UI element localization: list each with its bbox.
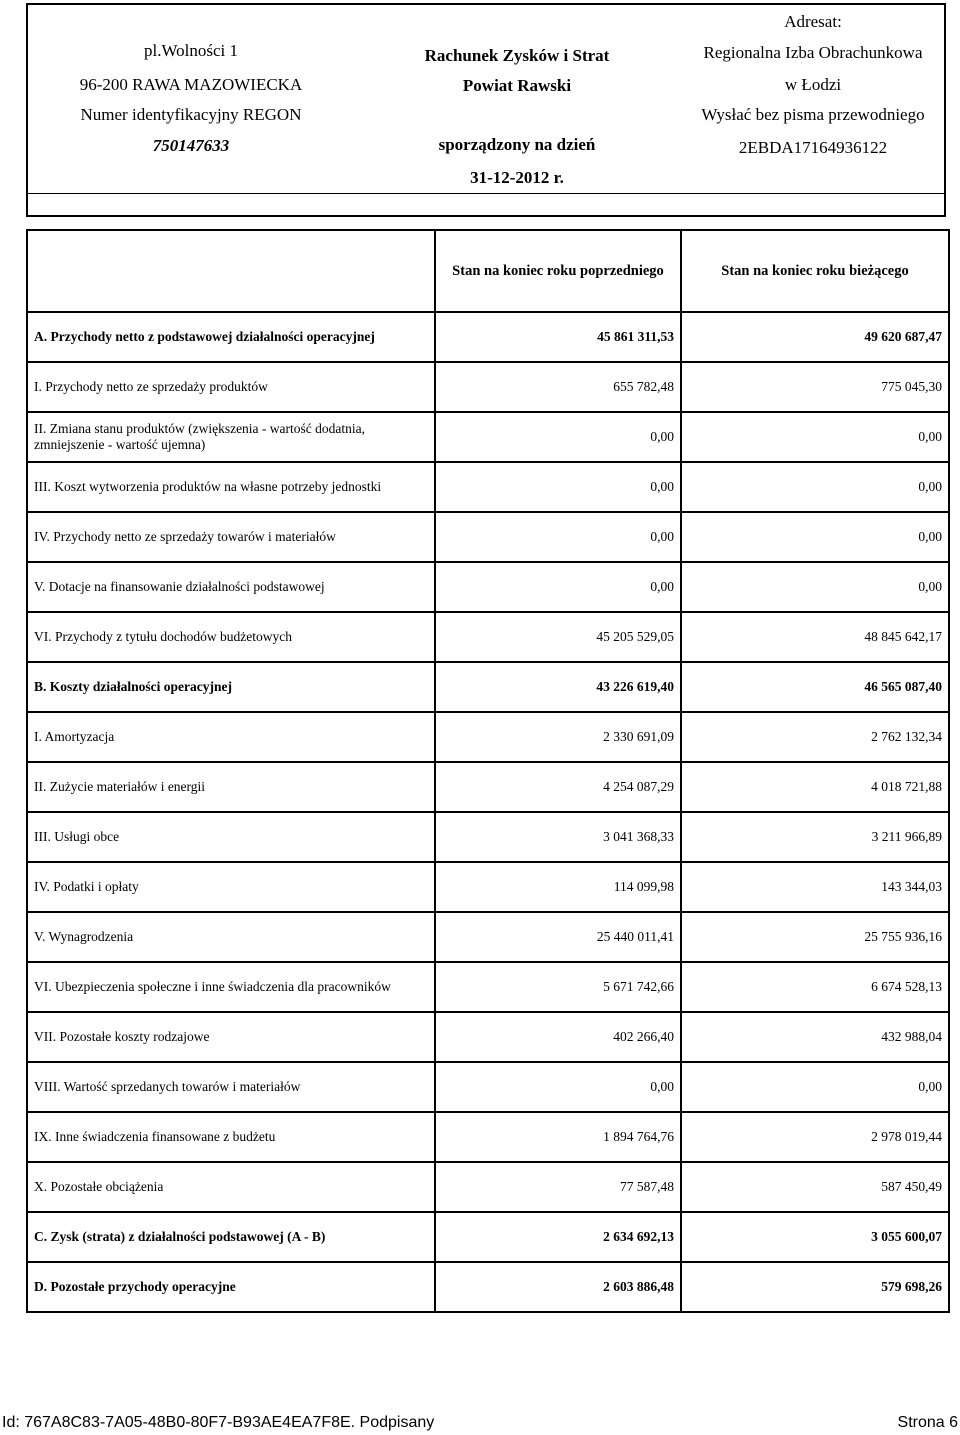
addressee-block xyxy=(680,5,946,193)
table-row xyxy=(27,1012,949,1062)
row-current-value: 0,00 xyxy=(681,512,949,562)
row-previous-value: 43 226 619,40 xyxy=(435,662,681,712)
row-label: I. Amortyzacja xyxy=(27,712,435,762)
row-label: X. Pozostałe obciążenia xyxy=(27,1162,435,1212)
table-row xyxy=(27,1162,949,1212)
table-row xyxy=(27,1262,949,1312)
row-current-value: 587 450,49 xyxy=(681,1162,949,1212)
row-previous-value: 655 782,48 xyxy=(435,362,681,412)
row-current-value: 2 978 019,44 xyxy=(681,1112,949,1162)
addressee-city: w Łodzi xyxy=(784,75,842,94)
row-current-value: 6 674 528,13 xyxy=(681,962,949,1012)
row-label: VI. Przychody z tytułu dochodów budżetowych xyxy=(27,612,435,662)
row-label: II. Zmiana stanu produktów (zwiększenia - wartość dodatnia, zmniejszenie - wartość ujemna) xyxy=(27,412,435,462)
row-current-value: 49 620 687,47 xyxy=(681,312,949,362)
table-header-row xyxy=(27,230,949,312)
addressee-name: Regionalna Izba Obrachunkowa xyxy=(703,43,923,62)
row-current-value: 0,00 xyxy=(681,462,949,512)
row-label: VIII. Wartość sprzedanych towarów i materiałów xyxy=(27,1062,435,1112)
table-row xyxy=(27,362,949,412)
row-previous-value: 2 634 692,13 xyxy=(435,1212,681,1262)
document-header xyxy=(26,3,946,217)
row-previous-value: 0,00 xyxy=(435,462,681,512)
row-previous-value: 114 099,98 xyxy=(435,862,681,912)
row-current-value: 4 018 721,88 xyxy=(681,762,949,812)
row-current-value: 2 762 132,34 xyxy=(681,712,949,762)
row-current-value: 775 045,30 xyxy=(681,362,949,412)
table-row xyxy=(27,312,949,362)
document-id: Id: 767A8C83-7A05-48B0-80F7-B93AE4EA7F8E. Podpisany xyxy=(2,1414,435,1431)
row-label: VI. Ubezpieczenia społeczne i inne świadczenia dla pracowników xyxy=(27,962,435,1012)
row-previous-value: 402 266,40 xyxy=(435,1012,681,1062)
row-current-value: 143 344,03 xyxy=(681,862,949,912)
sender-address-line1: pl.Wolności 1 xyxy=(143,41,238,60)
row-previous-value: 0,00 xyxy=(435,412,681,462)
report-title-block xyxy=(354,5,680,193)
sender-address-line2: 96-200 RAWA MAZOWIECKA xyxy=(79,75,303,94)
table-row xyxy=(27,1212,949,1262)
document-code: 2EBDA17164936122 xyxy=(738,138,888,157)
date-label: sporządzony na dzień xyxy=(438,135,596,154)
row-previous-value: 5 671 742,66 xyxy=(435,962,681,1012)
row-current-value: 3 211 966,89 xyxy=(681,812,949,862)
table-row xyxy=(27,812,949,862)
row-label: B. Koszty działalności operacyjnej xyxy=(27,662,435,712)
regon-label: Numer identyfikacyjny REGON xyxy=(80,105,302,124)
table-row xyxy=(27,462,949,512)
table-row xyxy=(27,962,949,1012)
sender-block xyxy=(28,5,354,193)
row-label: IV. Przychody netto ze sprzedaży towarów i materiałów xyxy=(27,512,435,562)
row-current-value: 432 988,04 xyxy=(681,1012,949,1062)
row-label: VII. Pozostałe koszty rodzajowe xyxy=(27,1012,435,1062)
row-previous-value: 2 330 691,09 xyxy=(435,712,681,762)
row-label: V. Dotacje na finansowanie działalności podstawowej xyxy=(27,562,435,612)
header-label-cell xyxy=(27,230,435,312)
regon-number: 750147633 xyxy=(152,136,230,155)
row-label: IV. Podatki i opłaty xyxy=(27,862,435,912)
row-previous-value: 2 603 886,48 xyxy=(435,1262,681,1312)
page-number: Strona 6 xyxy=(897,1414,958,1431)
row-previous-value: 3 041 368,33 xyxy=(435,812,681,862)
row-previous-value: 0,00 xyxy=(435,512,681,562)
row-previous-value: 25 440 011,41 xyxy=(435,912,681,962)
table-row xyxy=(27,562,949,612)
row-current-value: 46 565 087,40 xyxy=(681,662,949,712)
row-current-value: 579 698,26 xyxy=(681,1262,949,1312)
income-statement-table xyxy=(26,229,950,1313)
row-label: III. Koszt wytworzenia produktów na własne potrzeby jednostki xyxy=(27,462,435,512)
entity-name: Powiat Rawski xyxy=(462,76,572,95)
table-row xyxy=(27,612,949,662)
row-label: V. Wynagrodzenia xyxy=(27,912,435,962)
row-current-value: 3 055 600,07 xyxy=(681,1212,949,1262)
table-row xyxy=(27,512,949,562)
row-label: I. Przychody netto ze sprzedaży produktów xyxy=(27,362,435,412)
row-label: C. Zysk (strata) z działalności podstawowej (A - B) xyxy=(27,1212,435,1262)
row-previous-value: 45 861 311,53 xyxy=(435,312,681,362)
row-current-value: 0,00 xyxy=(681,412,949,462)
table-row xyxy=(27,762,949,812)
header-divider xyxy=(28,193,944,194)
row-label: A. Przychody netto z podstawowej działalności operacyjnej xyxy=(27,312,435,362)
row-previous-value: 45 205 529,05 xyxy=(435,612,681,662)
row-previous-value: 1 894 764,76 xyxy=(435,1112,681,1162)
row-current-value: 0,00 xyxy=(681,562,949,612)
row-label: IX. Inne świadczenia finansowane z budżetu xyxy=(27,1112,435,1162)
report-date: 31-12-2012 r. xyxy=(470,168,564,187)
header-previous-year: Stan na koniec roku poprzedniego xyxy=(435,230,681,312)
table-row xyxy=(27,412,949,462)
row-previous-value: 4 254 087,29 xyxy=(435,762,681,812)
table-row xyxy=(27,1112,949,1162)
row-current-value: 25 755 936,16 xyxy=(681,912,949,962)
row-current-value: 48 845 642,17 xyxy=(681,612,949,662)
row-label: II. Zużycie materiałów i energii xyxy=(27,762,435,812)
row-previous-value: 77 587,48 xyxy=(435,1162,681,1212)
addressee-label: Adresat: xyxy=(784,12,842,31)
table-row xyxy=(27,662,949,712)
row-label: III. Usługi obce xyxy=(27,812,435,862)
table-row xyxy=(27,712,949,762)
row-previous-value: 0,00 xyxy=(435,1062,681,1112)
header-current-year: Stan na koniec roku bieżącego xyxy=(681,230,949,312)
table-row xyxy=(27,1062,949,1112)
table-row xyxy=(27,862,949,912)
table-row xyxy=(27,912,949,962)
report-title: Rachunek Zysków i Strat xyxy=(424,46,610,65)
row-label: D. Pozostałe przychody operacyjne xyxy=(27,1262,435,1312)
row-current-value: 0,00 xyxy=(681,1062,949,1112)
row-previous-value: 0,00 xyxy=(435,562,681,612)
delivery-note: Wysłać bez pisma przewodniego xyxy=(701,105,925,124)
